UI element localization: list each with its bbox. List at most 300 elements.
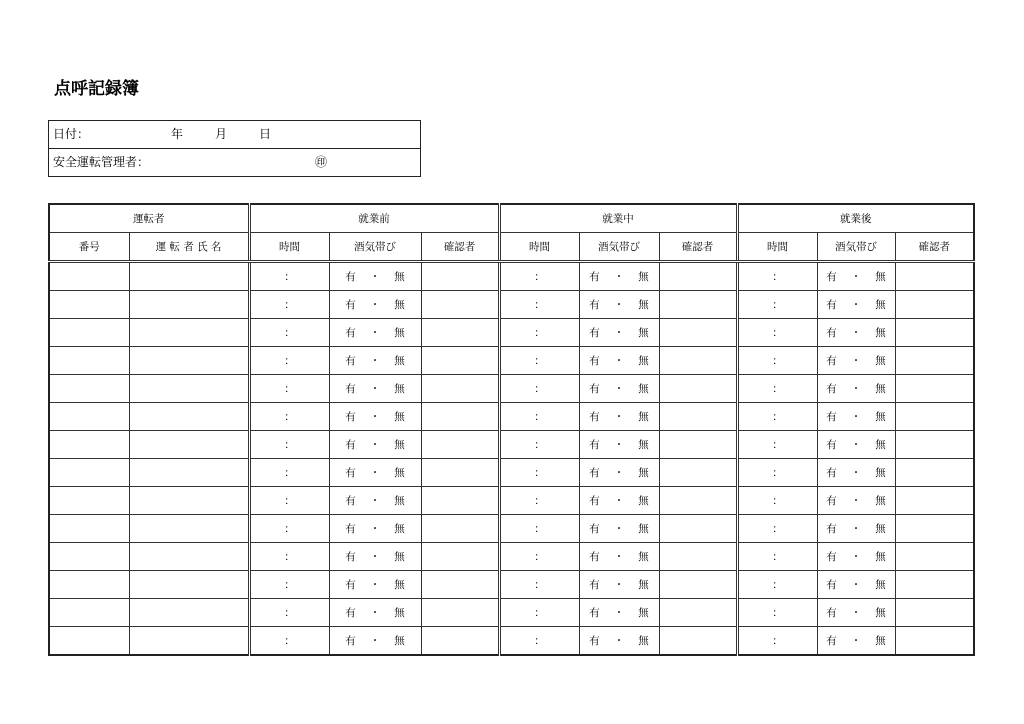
alcohol-cell[interactable] <box>329 571 421 599</box>
time-header: 時間 <box>499 233 579 262</box>
alcohol-cell[interactable] <box>817 375 895 403</box>
time-cell[interactable] <box>249 459 329 487</box>
time-cell[interactable] <box>737 291 817 319</box>
time-cell[interactable] <box>499 375 579 403</box>
table-row <box>49 291 974 319</box>
number-cell[interactable] <box>49 599 129 627</box>
time-colon: ： <box>772 299 783 311</box>
time-cell[interactable] <box>249 487 329 515</box>
separator-dot: ・ <box>613 495 625 507</box>
no-option[interactable]: 無 <box>394 523 405 535</box>
driver-name-cell[interactable] <box>129 262 249 291</box>
driver-name-header: 運 転 者 氏 名 <box>129 233 249 262</box>
yes-option[interactable]: 有 <box>589 495 600 507</box>
time-cell[interactable] <box>737 515 817 543</box>
yes-option[interactable]: 有 <box>345 579 356 591</box>
alcohol-cell[interactable] <box>817 347 895 375</box>
table-row <box>49 375 974 403</box>
no-option[interactable]: 無 <box>394 579 405 591</box>
time-cell[interactable] <box>499 319 579 347</box>
checker-cell[interactable] <box>421 262 499 291</box>
alcohol-cell[interactable] <box>579 291 659 319</box>
yes-option[interactable]: 有 <box>589 439 600 451</box>
separator-dot: ・ <box>850 635 862 647</box>
table-row <box>49 599 974 627</box>
yes-option[interactable]: 有 <box>826 439 837 451</box>
yes-option[interactable]: 有 <box>589 579 600 591</box>
checker-cell[interactable] <box>421 627 499 656</box>
number-cell[interactable] <box>49 347 129 375</box>
yes-option[interactable]: 有 <box>345 439 356 451</box>
no-option[interactable]: 無 <box>875 355 886 367</box>
driver-name-cell[interactable] <box>129 543 249 571</box>
time-cell[interactable] <box>249 543 329 571</box>
checker-cell[interactable] <box>895 487 974 515</box>
yes-option[interactable]: 有 <box>826 299 837 311</box>
checker-cell[interactable] <box>659 487 737 515</box>
time-cell[interactable] <box>737 347 817 375</box>
yes-option[interactable]: 有 <box>345 523 356 535</box>
no-option[interactable]: 無 <box>638 523 649 535</box>
no-option[interactable]: 無 <box>638 327 649 339</box>
checker-cell[interactable] <box>659 431 737 459</box>
checker-cell[interactable] <box>659 599 737 627</box>
driver-name-cell[interactable] <box>129 291 249 319</box>
driver-name-cell[interactable] <box>129 487 249 515</box>
time-cell[interactable] <box>737 431 817 459</box>
alcohol-header: 酒気帯び <box>329 233 421 262</box>
time-cell[interactable] <box>499 431 579 459</box>
time-cell[interactable] <box>499 291 579 319</box>
separator-dot: ・ <box>613 635 625 647</box>
separator-dot: ・ <box>850 327 862 339</box>
checker-cell[interactable] <box>421 543 499 571</box>
no-option[interactable]: 無 <box>875 523 886 535</box>
number-cell[interactable] <box>49 515 129 543</box>
no-option[interactable]: 無 <box>875 467 886 479</box>
checker-cell[interactable] <box>895 403 974 431</box>
checker-cell[interactable] <box>659 375 737 403</box>
number-cell[interactable] <box>49 403 129 431</box>
separator-dot: ・ <box>850 271 862 283</box>
separator-dot: ・ <box>850 467 862 479</box>
table-row <box>49 543 974 571</box>
date-label: 日付： <box>53 127 90 141</box>
alcohol-cell[interactable] <box>817 515 895 543</box>
checker-cell[interactable] <box>659 347 737 375</box>
time-colon: ： <box>534 299 545 311</box>
time-cell[interactable] <box>499 403 579 431</box>
number-cell[interactable] <box>49 262 129 291</box>
time-colon: ： <box>284 411 295 423</box>
no-option[interactable]: 無 <box>394 439 405 451</box>
checker-cell[interactable] <box>421 515 499 543</box>
separator-dot: ・ <box>369 523 381 535</box>
time-colon: ： <box>534 635 545 647</box>
time-cell[interactable] <box>737 571 817 599</box>
checker-cell[interactable] <box>421 403 499 431</box>
no-option[interactable]: 無 <box>875 383 886 395</box>
time-cell[interactable] <box>249 319 329 347</box>
yes-option[interactable]: 有 <box>826 579 837 591</box>
number-cell[interactable] <box>49 627 129 656</box>
time-cell[interactable] <box>737 319 817 347</box>
time-cell[interactable] <box>737 487 817 515</box>
separator-dot: ・ <box>613 411 625 423</box>
alcohol-cell[interactable] <box>329 375 421 403</box>
driver-group-header: 運転者 <box>49 204 249 233</box>
separator-dot: ・ <box>369 327 381 339</box>
checker-cell[interactable] <box>895 291 974 319</box>
yes-option[interactable]: 有 <box>589 411 600 423</box>
table-row <box>49 627 974 656</box>
yes-option[interactable]: 有 <box>345 355 356 367</box>
time-colon: ： <box>284 523 295 535</box>
alcohol-cell[interactable] <box>329 319 421 347</box>
alcohol-cell[interactable] <box>817 262 895 291</box>
driver-name-cell[interactable] <box>129 431 249 459</box>
alcohol-cell[interactable] <box>329 599 421 627</box>
checker-cell[interactable] <box>895 599 974 627</box>
no-option[interactable]: 無 <box>394 299 405 311</box>
checker-cell[interactable] <box>421 459 499 487</box>
time-cell[interactable] <box>499 515 579 543</box>
alcohol-cell[interactable] <box>579 262 659 291</box>
yes-option[interactable]: 有 <box>345 383 356 395</box>
alcohol-cell[interactable] <box>329 262 421 291</box>
no-option[interactable]: 無 <box>394 495 405 507</box>
time-colon: ： <box>772 495 783 507</box>
number-cell[interactable] <box>49 459 129 487</box>
checker-cell[interactable] <box>895 375 974 403</box>
checker-cell[interactable] <box>895 431 974 459</box>
no-option[interactable]: 無 <box>875 635 886 647</box>
time-cell[interactable] <box>737 599 817 627</box>
checker-cell[interactable] <box>895 543 974 571</box>
separator-dot: ・ <box>613 271 625 283</box>
driver-name-cell[interactable] <box>129 459 249 487</box>
alcohol-cell[interactable] <box>329 291 421 319</box>
yes-option[interactable]: 有 <box>589 327 600 339</box>
checker-cell[interactable] <box>659 403 737 431</box>
yes-option[interactable]: 有 <box>345 327 356 339</box>
time-colon: ： <box>772 355 783 367</box>
number-cell[interactable] <box>49 431 129 459</box>
checker-cell[interactable] <box>659 291 737 319</box>
time-cell[interactable] <box>737 262 817 291</box>
yes-option[interactable]: 有 <box>345 299 356 311</box>
time-cell[interactable] <box>249 431 329 459</box>
no-option[interactable]: 無 <box>875 551 886 563</box>
checker-cell[interactable] <box>659 571 737 599</box>
checker-cell[interactable] <box>421 487 499 515</box>
number-cell[interactable] <box>49 487 129 515</box>
no-option[interactable]: 無 <box>638 467 649 479</box>
checker-cell[interactable] <box>659 459 737 487</box>
yes-option[interactable]: 有 <box>589 299 600 311</box>
yes-option[interactable]: 有 <box>589 467 600 479</box>
yes-option[interactable]: 有 <box>345 271 356 283</box>
time-cell[interactable] <box>249 375 329 403</box>
alcohol-cell[interactable] <box>579 487 659 515</box>
driver-name-cell[interactable] <box>129 403 249 431</box>
yes-option[interactable]: 有 <box>826 635 837 647</box>
time-colon: ： <box>534 495 545 507</box>
time-cell[interactable] <box>737 375 817 403</box>
number-cell[interactable] <box>49 571 129 599</box>
separator-dot: ・ <box>369 579 381 591</box>
driver-name-cell[interactable] <box>129 571 249 599</box>
driver-name-cell[interactable] <box>129 347 249 375</box>
driver-name-cell[interactable] <box>129 599 249 627</box>
yes-option[interactable]: 有 <box>826 607 837 619</box>
time-cell[interactable] <box>249 347 329 375</box>
separator-dot: ・ <box>369 355 381 367</box>
alcohol-cell[interactable] <box>329 487 421 515</box>
no-option[interactable]: 無 <box>394 355 405 367</box>
no-option[interactable]: 無 <box>875 327 886 339</box>
separator-dot: ・ <box>613 327 625 339</box>
time-cell[interactable] <box>737 403 817 431</box>
no-option[interactable]: 無 <box>875 579 886 591</box>
alcohol-cell[interactable] <box>817 403 895 431</box>
alcohol-cell[interactable] <box>329 627 421 656</box>
time-cell[interactable] <box>499 543 579 571</box>
checker-cell[interactable] <box>895 319 974 347</box>
alcohol-cell[interactable] <box>817 627 895 656</box>
time-cell[interactable] <box>249 262 329 291</box>
checker-cell[interactable] <box>659 515 737 543</box>
no-option[interactable]: 無 <box>638 383 649 395</box>
alcohol-cell[interactable] <box>817 487 895 515</box>
alcohol-cell[interactable] <box>329 347 421 375</box>
yes-option[interactable]: 有 <box>826 327 837 339</box>
date-row[interactable] <box>49 121 420 148</box>
no-option[interactable]: 無 <box>394 635 405 647</box>
yes-option[interactable]: 有 <box>589 383 600 395</box>
yes-option[interactable]: 有 <box>826 383 837 395</box>
yes-option[interactable]: 有 <box>345 467 356 479</box>
checker-cell[interactable] <box>421 571 499 599</box>
time-colon: ： <box>284 635 295 647</box>
separator-dot: ・ <box>369 551 381 563</box>
time-cell[interactable] <box>249 571 329 599</box>
time-colon: ： <box>534 271 545 283</box>
no-option[interactable]: 無 <box>638 411 649 423</box>
number-cell[interactable] <box>49 291 129 319</box>
time-colon: ： <box>534 411 545 423</box>
time-cell[interactable] <box>249 515 329 543</box>
roll-call-table <box>48 203 975 656</box>
no-option[interactable]: 無 <box>638 635 649 647</box>
checker-cell[interactable] <box>895 571 974 599</box>
no-option[interactable]: 無 <box>394 607 405 619</box>
yes-option[interactable]: 有 <box>345 607 356 619</box>
alcohol-cell[interactable] <box>579 599 659 627</box>
time-colon: ： <box>772 327 783 339</box>
month-label: 月 <box>215 127 228 141</box>
no-option[interactable]: 無 <box>394 411 405 423</box>
no-option[interactable]: 無 <box>875 607 886 619</box>
alcohol-cell[interactable] <box>329 431 421 459</box>
yes-option[interactable]: 有 <box>345 551 356 563</box>
time-colon: ： <box>284 551 295 563</box>
checker-cell[interactable] <box>421 291 499 319</box>
no-option[interactable]: 無 <box>394 551 405 563</box>
table-row <box>49 403 974 431</box>
no-option[interactable]: 無 <box>875 411 886 423</box>
alcohol-cell[interactable] <box>329 543 421 571</box>
time-colon: ： <box>772 467 783 479</box>
alcohol-cell[interactable] <box>329 459 421 487</box>
time-colon: ： <box>772 551 783 563</box>
alcohol-cell[interactable] <box>579 375 659 403</box>
checker-cell[interactable] <box>659 262 737 291</box>
alcohol-cell[interactable] <box>579 515 659 543</box>
yes-option[interactable]: 有 <box>589 355 600 367</box>
before-work-header: 就業前 <box>249 204 499 233</box>
separator-dot: ・ <box>613 355 625 367</box>
checker-cell[interactable] <box>659 319 737 347</box>
number-cell[interactable] <box>49 375 129 403</box>
time-cell[interactable] <box>499 459 579 487</box>
yes-option[interactable]: 有 <box>826 467 837 479</box>
time-colon: ： <box>534 383 545 395</box>
separator-dot: ・ <box>850 383 862 395</box>
yes-option[interactable]: 有 <box>345 635 356 647</box>
checker-cell[interactable] <box>895 262 974 291</box>
alcohol-cell[interactable] <box>817 599 895 627</box>
time-cell[interactable] <box>499 262 579 291</box>
yes-option[interactable]: 有 <box>345 495 356 507</box>
time-cell[interactable] <box>499 627 579 656</box>
manager-row[interactable] <box>49 148 420 176</box>
driver-name-cell[interactable] <box>129 515 249 543</box>
separator-dot: ・ <box>850 299 862 311</box>
alcohol-cell[interactable] <box>817 291 895 319</box>
no-option[interactable]: 無 <box>875 299 886 311</box>
alcohol-cell[interactable] <box>329 515 421 543</box>
no-option[interactable]: 無 <box>638 355 649 367</box>
checker-cell[interactable] <box>895 515 974 543</box>
yes-option[interactable]: 有 <box>589 551 600 563</box>
alcohol-cell[interactable] <box>579 459 659 487</box>
time-colon: ： <box>284 439 295 451</box>
checker-cell[interactable] <box>659 627 737 656</box>
no-option[interactable]: 無 <box>394 383 405 395</box>
alcohol-cell[interactable] <box>579 627 659 656</box>
no-option[interactable]: 無 <box>394 467 405 479</box>
separator-dot: ・ <box>850 495 862 507</box>
time-cell[interactable] <box>499 347 579 375</box>
no-option[interactable]: 無 <box>875 495 886 507</box>
no-option[interactable]: 無 <box>638 299 649 311</box>
time-cell[interactable] <box>249 403 329 431</box>
number-cell[interactable] <box>49 543 129 571</box>
no-option[interactable]: 無 <box>638 551 649 563</box>
alcohol-cell[interactable] <box>579 543 659 571</box>
time-cell[interactable] <box>499 599 579 627</box>
yes-option[interactable]: 有 <box>589 271 600 283</box>
driver-name-cell[interactable] <box>129 375 249 403</box>
no-option[interactable]: 無 <box>875 439 886 451</box>
yes-option[interactable]: 有 <box>589 607 600 619</box>
time-colon: ： <box>772 607 783 619</box>
driver-name-cell[interactable] <box>129 627 249 656</box>
alcohol-cell[interactable] <box>817 319 895 347</box>
time-cell[interactable] <box>737 459 817 487</box>
separator-dot: ・ <box>850 439 862 451</box>
no-option[interactable]: 無 <box>638 579 649 591</box>
driver-name-cell[interactable] <box>129 319 249 347</box>
yes-option[interactable]: 有 <box>345 411 356 423</box>
yes-option[interactable]: 有 <box>589 635 600 647</box>
alcohol-cell[interactable] <box>579 319 659 347</box>
alcohol-cell[interactable] <box>579 431 659 459</box>
separator-dot: ・ <box>850 551 862 563</box>
alcohol-cell[interactable] <box>817 543 895 571</box>
no-option[interactable]: 無 <box>638 439 649 451</box>
checker-cell[interactable] <box>895 459 974 487</box>
alcohol-cell[interactable] <box>579 347 659 375</box>
time-colon: ： <box>534 579 545 591</box>
no-option[interactable]: 無 <box>638 271 649 283</box>
yes-option[interactable]: 有 <box>826 551 837 563</box>
yes-option[interactable]: 有 <box>826 495 837 507</box>
yes-option[interactable]: 有 <box>826 523 837 535</box>
checker-header: 確認者 <box>421 233 499 262</box>
alcohol-cell[interactable] <box>579 571 659 599</box>
no-option[interactable]: 無 <box>875 271 886 283</box>
checker-cell[interactable] <box>421 599 499 627</box>
checker-cell[interactable] <box>895 627 974 656</box>
number-cell[interactable] <box>49 319 129 347</box>
yes-option[interactable]: 有 <box>826 355 837 367</box>
yes-option[interactable]: 有 <box>826 271 837 283</box>
alcohol-cell[interactable] <box>817 459 895 487</box>
alcohol-cell[interactable] <box>329 403 421 431</box>
alcohol-cell[interactable] <box>579 403 659 431</box>
alcohol-cell[interactable] <box>817 571 895 599</box>
checker-cell[interactable] <box>421 319 499 347</box>
checker-cell[interactable] <box>421 347 499 375</box>
time-colon: ： <box>534 327 545 339</box>
separator-dot: ・ <box>369 635 381 647</box>
no-option[interactable]: 無 <box>394 327 405 339</box>
checker-cell[interactable] <box>421 375 499 403</box>
time-cell[interactable] <box>737 627 817 656</box>
no-option[interactable]: 無 <box>638 607 649 619</box>
yes-option[interactable]: 有 <box>589 523 600 535</box>
time-cell[interactable] <box>499 487 579 515</box>
alcohol-cell[interactable] <box>817 431 895 459</box>
table-row <box>49 319 974 347</box>
checker-cell[interactable] <box>659 543 737 571</box>
time-cell[interactable] <box>249 599 329 627</box>
time-colon: ： <box>772 411 783 423</box>
yes-option[interactable]: 有 <box>826 411 837 423</box>
time-cell[interactable] <box>249 627 329 656</box>
no-option[interactable]: 無 <box>394 271 405 283</box>
time-cell[interactable] <box>737 543 817 571</box>
checker-cell[interactable] <box>895 347 974 375</box>
time-cell[interactable] <box>499 571 579 599</box>
time-cell[interactable] <box>249 291 329 319</box>
checker-cell[interactable] <box>421 431 499 459</box>
no-option[interactable]: 無 <box>638 495 649 507</box>
time-colon: ： <box>284 467 295 479</box>
time-colon: ： <box>284 383 295 395</box>
